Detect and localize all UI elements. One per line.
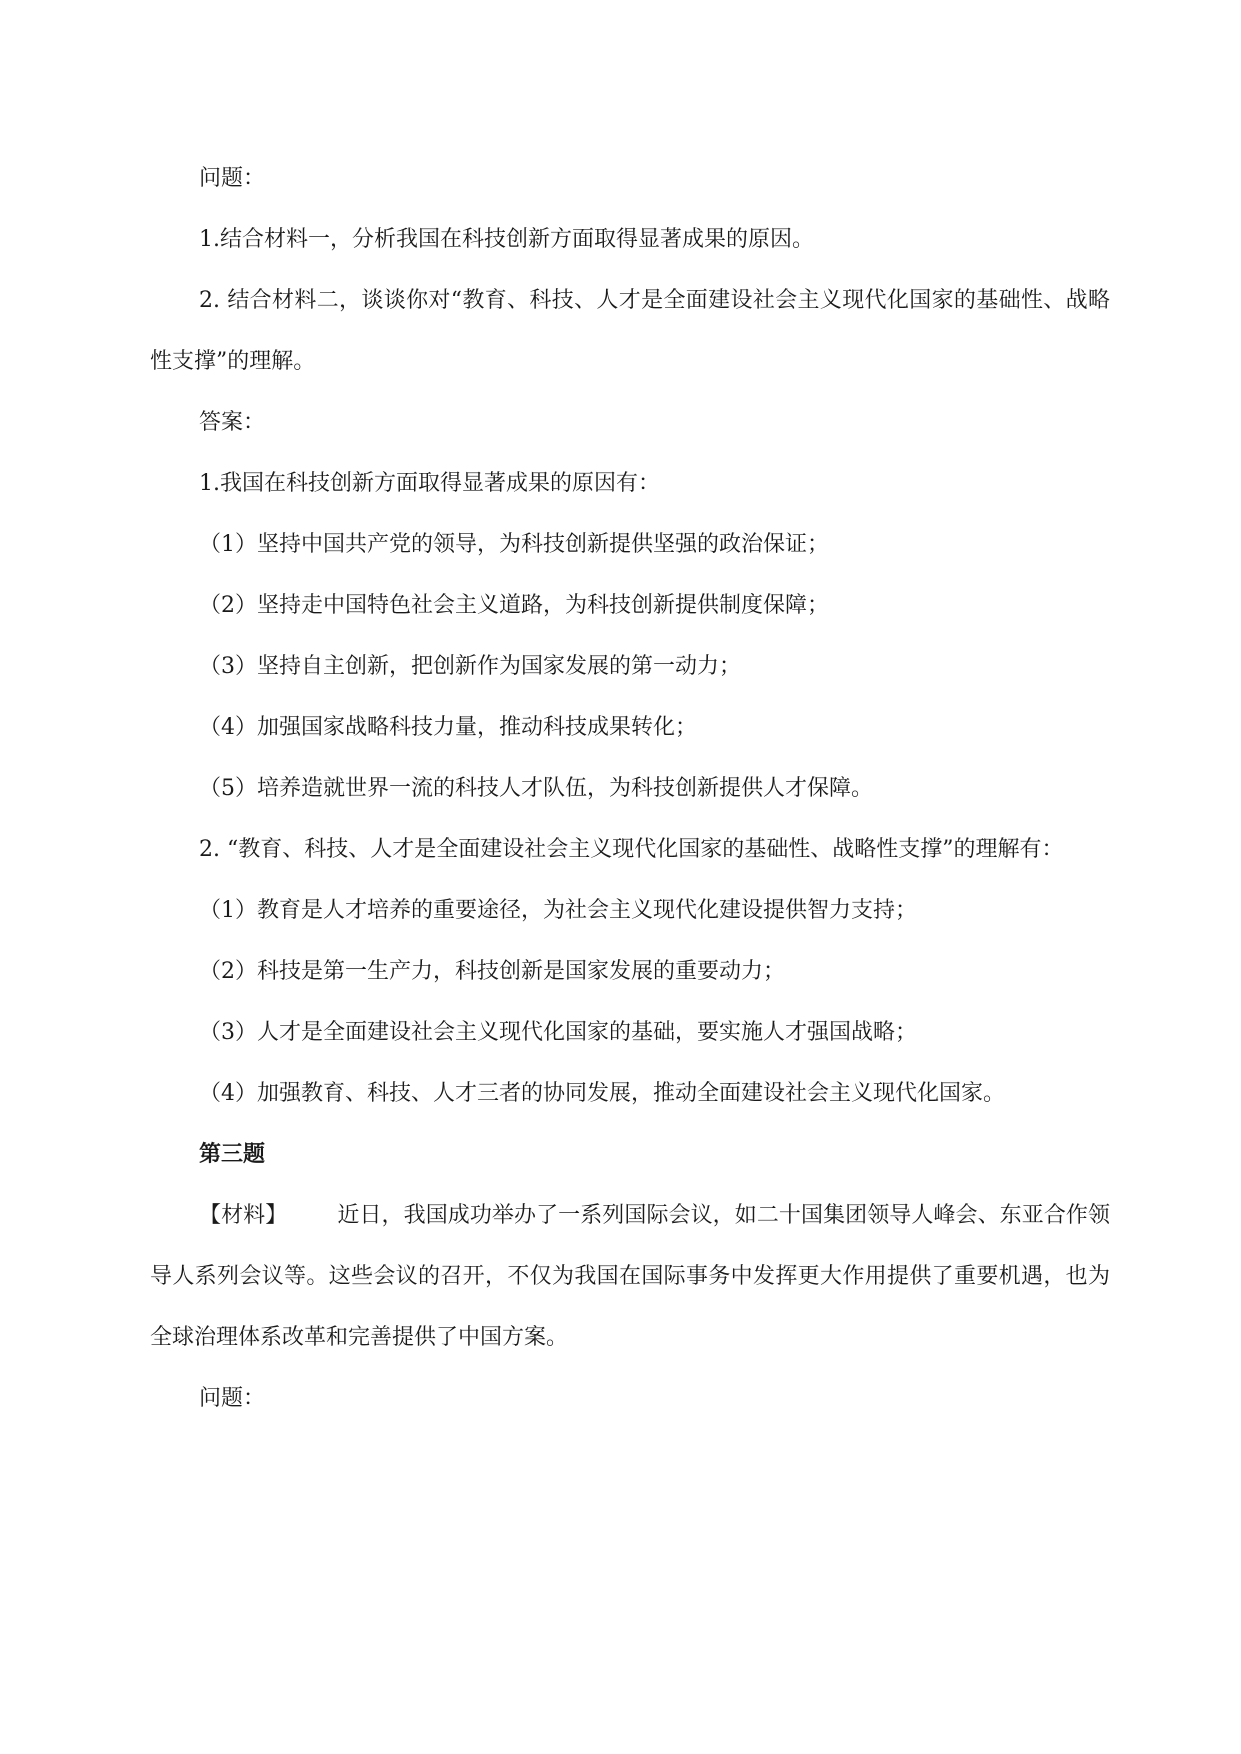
answer-2-item: （2）科技是第一生产力，科技创新是国家发展的重要动力； (199, 959, 785, 984)
answer-1-item: （3）坚持自主创新，把创新作为国家发展的第一动力； (199, 654, 741, 679)
answer-1-item: （2）坚持走中国特色社会主义道路，为科技创新提供制度保障； (199, 593, 829, 618)
answer-1-item: （1）坚持中国共产党的领导，为科技创新提供坚强的政治保证； (199, 532, 829, 557)
question-2: 2. 结合材料二，谈谈你对“教育、科技、人才是全面建设社会主义现代化国家的基础性、战略性支撑”的理解。 (150, 288, 1110, 374)
answer-2-item: （3）人才是全面建设社会主义现代化国家的基础，要实施人才强国战略； (199, 1020, 917, 1045)
question-heading: 问题： (199, 166, 266, 191)
answer-1-item: （4）加强国家战略科技力量，推动科技成果转化； (199, 715, 697, 740)
material-paragraph (150, 1185, 1110, 1368)
material-label: 【材料】 (199, 1203, 288, 1228)
answer-heading: 答案： (199, 410, 266, 435)
answer-2-item: （1）教育是人才培养的重要途径，为社会主义现代化建设提供智力支持； (199, 898, 917, 923)
material-text: 近日，我国成功举办了一系列国际会议，如二十国集团领导人峰会、东亚合作领导人系列会议等。这些会议的召开，不仅为我国在国际事务中发挥更大作用提供了重要机遇，也为全球治理体系改革和完善提供了中国方案。 (150, 1203, 1110, 1350)
question-heading: 问题： (199, 1386, 266, 1411)
answer-2-intro: 2. “教育、科技、人才是全面建设社会主义现代化国家的基础性、战略性支撑”的理解有： (199, 837, 1064, 862)
document-body (150, 148, 1110, 1429)
answer-1-item: （5）培养造就世界一流的科技人才队伍，为科技创新提供人才保障。 (199, 776, 873, 801)
answer-2-item: （4）加强教育、科技、人才三者的协同发展，推动全面建设社会主义现代化国家。 (199, 1081, 1005, 1106)
question-1: 1.结合材料一，分析我国在科技创新方面取得显著成果的原因。 (199, 227, 814, 252)
section-title: 第三题 (199, 1141, 266, 1167)
answer-1-intro: 1.我国在科技创新方面取得显著成果的原因有： (199, 471, 660, 496)
